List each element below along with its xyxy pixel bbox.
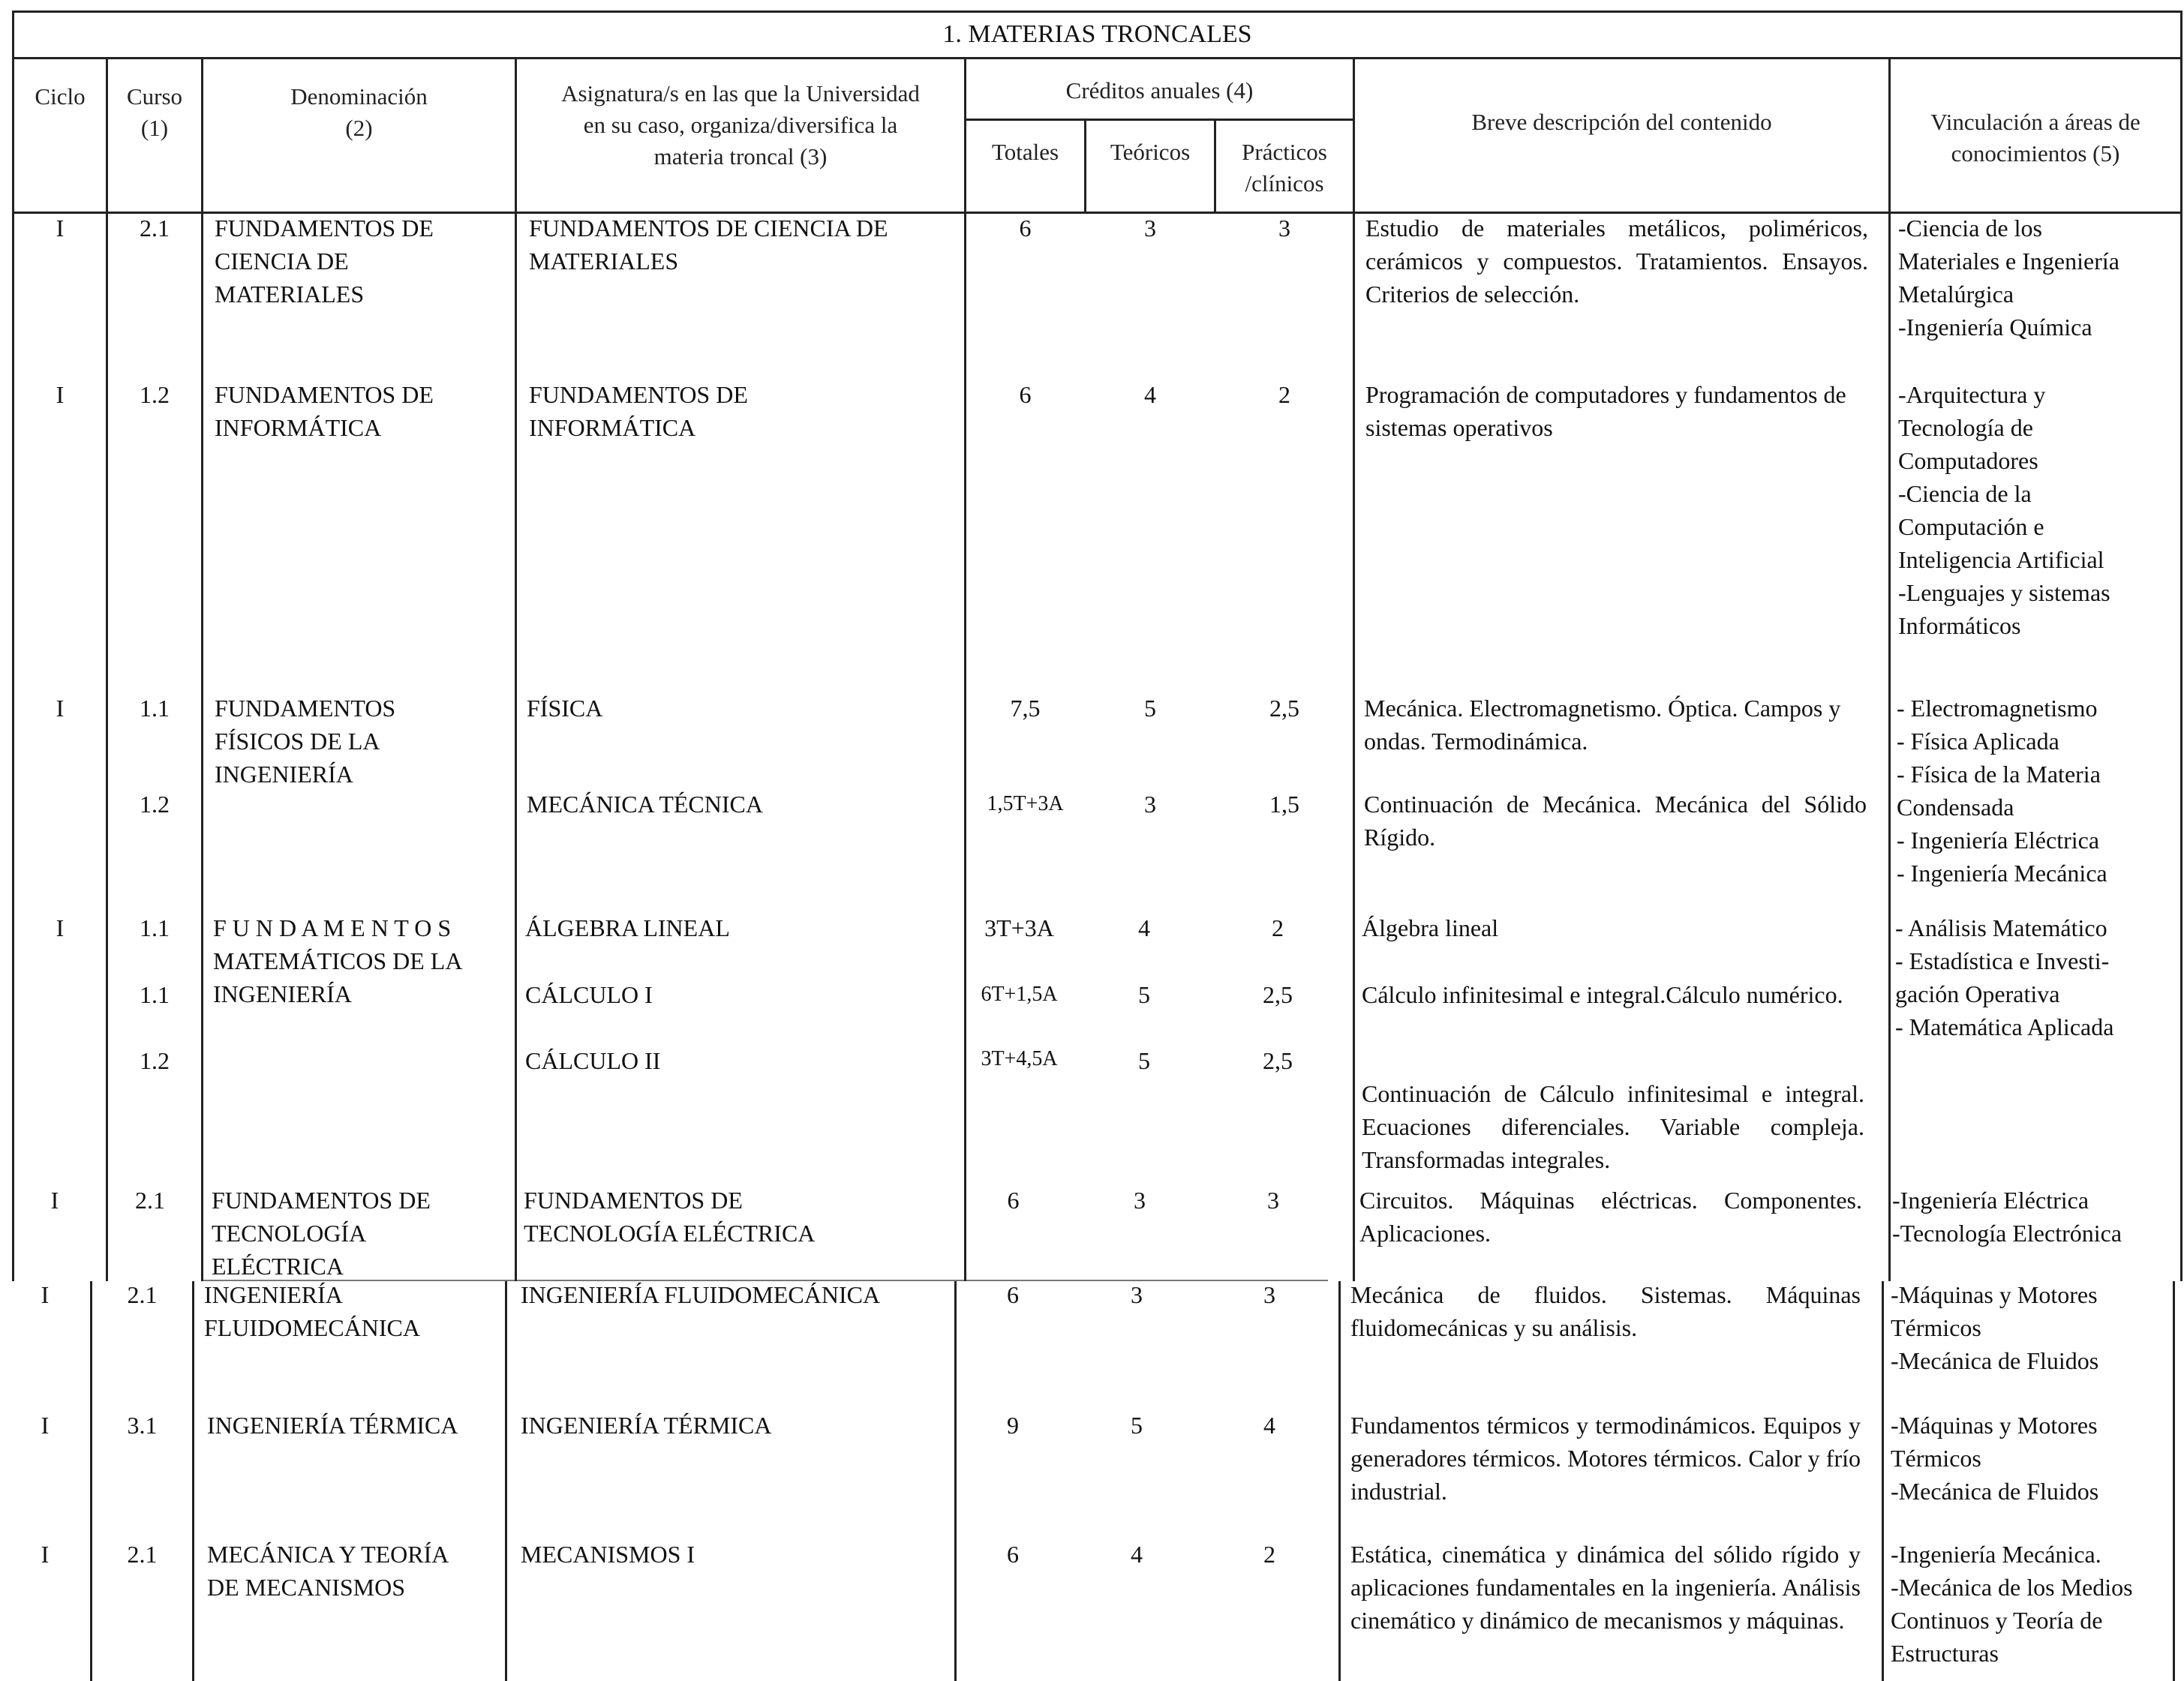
row-curso: 1.2 bbox=[140, 1047, 170, 1074]
row-vinculacion: -Máquinas y Motores Térmicos -Mecánica de Fluidos bbox=[1891, 1281, 2099, 1374]
row-ciclo: I bbox=[56, 381, 65, 408]
row-descripcion: Fundamentos térmicos y termodinámicos. Equipos y generadores térmicos. Motores térmicos. Calor y frío industrial. bbox=[1350, 1412, 1861, 1505]
header-asignatura: Asignatura/s en las que la Universidad en su caso, organiza/diversifica la materia troncal (3) bbox=[561, 80, 920, 170]
col-sep-curso bbox=[201, 57, 203, 1281]
row-totales: 6T+1,5A bbox=[981, 983, 1058, 1006]
row-curso: 1.1 bbox=[140, 695, 170, 722]
row-asignatura: FUNDAMENTOS DE INFORMÁTICA bbox=[529, 381, 748, 441]
row-curso: 2.1 bbox=[140, 215, 170, 242]
row-practicos: 4 bbox=[1263, 1412, 1275, 1439]
row-denominacion: FUNDAMENTOS DE TECNOLOGÍA ELÉCTRICA bbox=[212, 1187, 431, 1280]
row-teoricos: 3 bbox=[1131, 1281, 1143, 1308]
col-sep-denominacion bbox=[515, 57, 517, 1281]
row-descripcion: Circuitos. Máquinas eléctricas. Componentes. Aplicaciones. bbox=[1359, 1187, 1862, 1247]
row-totales: 9 bbox=[1007, 1412, 1019, 1439]
row-ciclo: I bbox=[56, 914, 65, 941]
row-teoricos: 4 bbox=[1138, 914, 1150, 941]
row-asignatura: MECANISMOS I bbox=[521, 1541, 695, 1568]
row-vinculacion: -Ingeniería Mecánica. -Mecánica de los Medios Continuos y Teoría de Estructuras bbox=[1891, 1541, 2133, 1667]
row-ciclo: I bbox=[41, 1412, 50, 1439]
row-teoricos: 4 bbox=[1131, 1541, 1143, 1568]
title-bottom-rule bbox=[12, 57, 2182, 59]
row-descripcion: Estática, cinemática y dinámica del sólido rígido y aplicaciones fundamentales en la ingeniería. Análisis cinemático y dinámico de mecanismos y máquinas. bbox=[1350, 1541, 1861, 1634]
row-denominacion: FUNDAMENTOS DE CIENCIA DE MATERIALES bbox=[215, 215, 434, 308]
row-vinculacion: -Ingeniería Eléctrica -Tecnología Electrónica bbox=[1892, 1187, 2122, 1247]
row-totales: 3T+4,5A bbox=[981, 1047, 1058, 1070]
row-ciclo: I bbox=[41, 1281, 50, 1308]
row-denominacion: FUNDAMENTOS FÍSICOS DE LA INGENIERÍA bbox=[215, 695, 396, 788]
row-curso: 3.1 bbox=[127, 1412, 158, 1439]
table-border-left bbox=[12, 11, 14, 1281]
row-vinculacion: -Ciencia de los Materiales e Ingeniería Metalúrgica -Ingeniería Química bbox=[1898, 215, 2119, 341]
row-asignatura: INGENIERÍA FLUIDOMECÁNICA bbox=[521, 1281, 881, 1308]
header-teoricos: Teóricos bbox=[1110, 139, 1191, 165]
header-curso: Curso (1) bbox=[126, 83, 183, 141]
row-descripcion: Continuación de Cálculo infinitesimal e integral. Ecuaciones diferenciales. Variable compleja. Transformadas integrales. bbox=[1362, 1080, 1864, 1173]
row-denominacion-cont: MATEMÁTICOS DE LA INGENIERÍA bbox=[213, 947, 463, 1007]
col-sep-ciclo-lower bbox=[90, 1281, 92, 1681]
creditos-subheader-rule bbox=[964, 119, 1353, 121]
col-sep-practicos bbox=[1353, 57, 1355, 1281]
row-descripcion: Programación de computadores y fundamentos de sistemas operativos bbox=[1365, 381, 1846, 441]
table-border-right bbox=[2180, 11, 2182, 1281]
row-descripcion: Cálculo infinitesimal e integral.Cálculo numérico. bbox=[1362, 981, 1843, 1008]
row-descripcion: Estudio de materiales metálicos, poliméricos, cerámicos y compuestos. Tratamientos. Ensayos. Criterios de selección. bbox=[1365, 215, 1868, 308]
row-teoricos: 3 bbox=[1144, 791, 1156, 818]
col-sep-denominacion-lower bbox=[505, 1281, 507, 1681]
row-descripcion: Mecánica de fluidos. Sistemas. Máquinas fluidomecánicas y su análisis. bbox=[1350, 1281, 1861, 1341]
row-totales: 6 bbox=[1007, 1187, 1020, 1214]
row-asignatura: FUNDAMENTOS DE TECNOLOGÍA ELÉCTRICA bbox=[524, 1187, 816, 1247]
row-vinculacion: - Electromagnetismo - Física Aplicada - Física de la Materia Condensada - Ingeniería Eléctrica - Ingeniería Mecánica bbox=[1897, 695, 2107, 887]
header-totales: Totales bbox=[991, 139, 1059, 165]
row-curso: 2.1 bbox=[135, 1187, 165, 1214]
row-descripcion: Continuación de Mecánica. Mecánica del Sólido Rígido. bbox=[1364, 791, 1867, 851]
row-totales: 3T+3A bbox=[984, 914, 1054, 941]
row-practicos: 2,5 bbox=[1263, 981, 1293, 1008]
row-denominacion: F U N D A M E N T O S bbox=[213, 914, 452, 941]
row-ciclo: I bbox=[41, 1541, 50, 1568]
row-ciclo: I bbox=[50, 1187, 59, 1214]
col-sep-curso-lower bbox=[192, 1281, 194, 1681]
row-asignatura: FÍSICA bbox=[527, 695, 603, 722]
row-teoricos: 5 bbox=[1144, 695, 1156, 722]
row-totales: 6 bbox=[1019, 381, 1032, 408]
row-totales: 6 bbox=[1007, 1281, 1019, 1308]
row-asignatura: CÁLCULO II bbox=[525, 1047, 661, 1074]
row-ciclo: I bbox=[56, 215, 65, 242]
row-practicos: 2 bbox=[1263, 1541, 1275, 1568]
row-asignatura: FUNDAMENTOS DE CIENCIA DE MATERIALES bbox=[529, 215, 888, 275]
col-sep-descripcion bbox=[1888, 57, 1891, 1281]
row-teoricos: 3 bbox=[1134, 1187, 1146, 1214]
row-descripcion: Álgebra lineal bbox=[1362, 914, 1499, 941]
col-sep-asignatura-lower bbox=[954, 1281, 957, 1681]
row-practicos: 3 bbox=[1267, 1187, 1279, 1214]
row-curso: 2.1 bbox=[127, 1281, 158, 1308]
row-totales: 6 bbox=[1019, 215, 1032, 242]
row-totales: 1,5T+3A bbox=[987, 792, 1064, 815]
row-teoricos: 5 bbox=[1138, 1047, 1150, 1074]
row-practicos: 2,5 bbox=[1263, 1047, 1293, 1074]
row-practicos: 3 bbox=[1278, 215, 1290, 242]
row-curso: 2.1 bbox=[127, 1541, 158, 1568]
row-practicos: 2 bbox=[1272, 914, 1284, 941]
row-totales: 7,5 bbox=[1010, 695, 1041, 722]
row-vinculacion: - Análisis Matemático - Estadística e Investi- gación Operativa - Matemática Aplicada bbox=[1895, 914, 2114, 1040]
row-curso: 1.2 bbox=[140, 791, 170, 818]
col-sep-descripcion-lower bbox=[1882, 1281, 1884, 1681]
row-denominacion: FUNDAMENTOS DE INFORMÁTICA bbox=[215, 381, 434, 441]
header-denominacion: Denominación (2) bbox=[290, 83, 428, 141]
header-creditos: Créditos anuales (4) bbox=[1065, 77, 1254, 104]
row-totales: 6 bbox=[1007, 1541, 1019, 1568]
row-teoricos: 4 bbox=[1144, 381, 1156, 408]
row-practicos: 1,5 bbox=[1269, 791, 1299, 818]
row-practicos: 2,5 bbox=[1269, 695, 1299, 722]
row-teoricos: 3 bbox=[1144, 215, 1156, 242]
table-title: 1. MATERIAS TRONCALES bbox=[942, 20, 1252, 48]
row-denominacion: INGENIERÍA FLUIDOMECÁNICA bbox=[204, 1281, 420, 1341]
row-curso: 1.2 bbox=[140, 381, 170, 408]
row-asignatura: ÁLGEBRA LINEAL bbox=[525, 914, 730, 941]
row-asignatura: CÁLCULO I bbox=[525, 981, 653, 1008]
header-descripcion: Breve descripción del contenido bbox=[1471, 109, 1772, 135]
table-border-top bbox=[12, 11, 2182, 13]
row-teoricos: 5 bbox=[1138, 981, 1150, 1008]
row-vinculacion: -Arquitectura y Tecnología de Computadores -Ciencia de la Computación e Inteligencia Artificial -Lenguajes y sistemas Informáticos bbox=[1898, 381, 2110, 639]
row-denominacion: INGENIERÍA TÉRMICA bbox=[207, 1412, 458, 1439]
row-practicos: 2 bbox=[1278, 381, 1290, 408]
row-vinculacion: -Máquinas y Motores Térmicos -Mecánica de Fluidos bbox=[1891, 1412, 2099, 1505]
header-vinculacion: Vinculación a áreas de conocimientos (5) bbox=[1930, 109, 2140, 167]
col-sep-practicos-lower bbox=[1338, 1281, 1341, 1681]
row-practicos: 3 bbox=[1263, 1281, 1275, 1308]
row-asignatura: INGENIERÍA TÉRMICA bbox=[521, 1412, 772, 1439]
header-ciclo: Ciclo bbox=[35, 83, 86, 110]
row-curso: 1.1 bbox=[140, 914, 170, 941]
row-curso: 1.1 bbox=[140, 981, 170, 1008]
header-practicos: Prácticos /clínicos bbox=[1242, 139, 1327, 197]
table-border-right-lower bbox=[2173, 1281, 2175, 1681]
row-ciclo: I bbox=[56, 695, 65, 722]
row-descripcion: Mecánica. Electromagnetismo. Óptica. Campos y ondas. Termodinámica. bbox=[1364, 695, 1841, 755]
row-asignatura: MECÁNICA TÉCNICA bbox=[527, 791, 763, 818]
row-denominacion: MECÁNICA Y TEORÍA DE MECANISMOS bbox=[207, 1541, 449, 1601]
row-teoricos: 5 bbox=[1131, 1412, 1143, 1439]
